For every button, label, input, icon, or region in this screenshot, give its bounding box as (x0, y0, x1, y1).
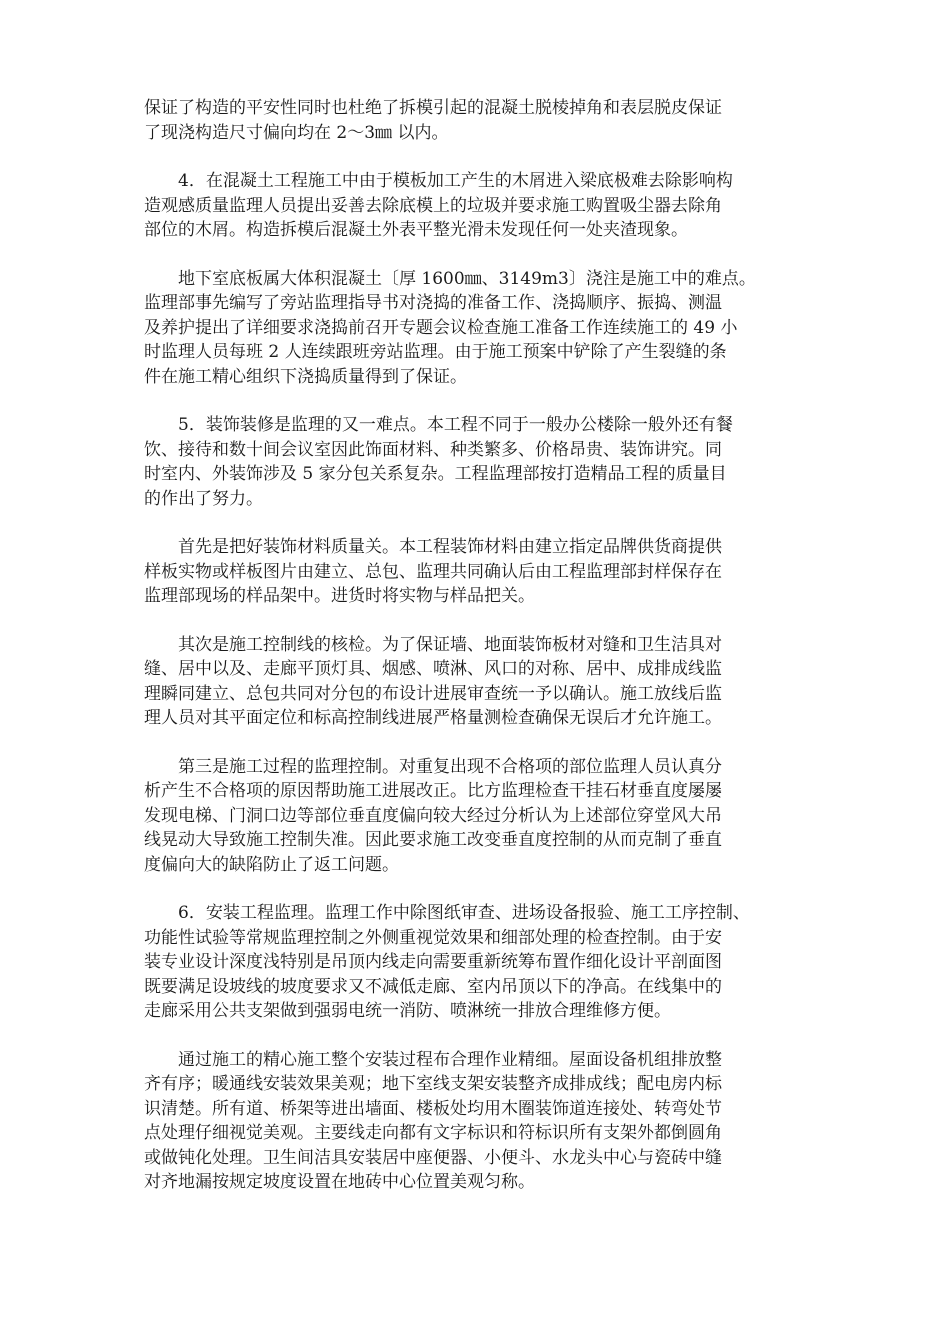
text-line: 监理部现场的样品架中。进货时将实物与样品把关。 (144, 586, 535, 606)
text-line: 或做钝化处理。卫生间洁具安装居中座便器、小便斗、水龙头中心与瓷砖中缝 (144, 1147, 722, 1168)
text-line: 走廊采用公共支架做到强弱电统一消防、喷淋统一排放合理维修方便。 (144, 1001, 671, 1021)
text-line: 其次是施工控制线的核检。为了保证墙、地面装饰板材对缝和卫生洁具对 (178, 634, 722, 655)
text-line: 齐有序；暖通线安装效果美观；地下室线支架安装整齐成排成线；配电房内标 (144, 1074, 722, 1094)
text-line: 了现浇构造尺寸偏向均在 2～3㎜ 以内。 (144, 122, 449, 143)
text-line: 5．装饰装修是监理的又一难点。本工程不同于一般办公楼除一般外还有餐 (178, 415, 733, 435)
text-line: 既要满足设坡线的坡度要求又不减低走廊、室内吊顶以下的净高。在线集中的 (144, 976, 722, 997)
text-line: 线晃动大导致施工控制失准。因此要求施工改变垂直度控制的从而克制了垂直 (144, 830, 722, 850)
paragraph-6 (144, 633, 824, 731)
text-line: 造观感质量监理人员提出妥善去除底模上的垃圾并要求施工购置吸尘器去除角 (144, 195, 722, 216)
paragraph-3 (144, 267, 824, 390)
text-line: 件在施工精心组织下浇捣质量得到了保证。 (144, 366, 467, 387)
text-line: 部位的木屑。构造拆模后混凝土外表平整光滑未发现任何一处夹渣现象。 (144, 220, 688, 240)
text-line: 装专业设计深度浅特别是吊顶内线走向需要重新统筹布置作细化设计平剖面图 (144, 952, 722, 972)
text-line: 理人员对其平面定位和标高控制线进展严格量测检查确保无误后才允许施工。 (144, 708, 722, 728)
document-body (144, 96, 824, 1219)
text-line: 4．在混凝土工程施工中由于模板加工产生的木屑进入梁底极难去除影响构 (178, 171, 733, 191)
text-line: 监理部事先编写了旁站监理指导书对浇捣的准备工作、浇捣顺序、振捣、测温 (144, 293, 722, 313)
text-line: 析产生不合格项的原因帮助施工进展改正。比方监理检查干挂石材垂直度屡屡 (144, 781, 722, 801)
text-line: 度偏向大的缺陷防止了返工问题。 (144, 854, 399, 875)
paragraph-9 (144, 1048, 824, 1195)
paragraph-4 (144, 413, 824, 511)
text-line: 地下室底板属大体积混凝土〔厚 1600㎜、3149m3〕浇注是施工中的难点。 (178, 268, 756, 289)
text-line: 时室内、外装饰涉及 5 家分包关系复杂。工程监理部按打造精品工程的质量目 (144, 464, 727, 484)
text-line: 功能性试验等常规监理控制之外侧重视觉效果和细部处理的检查控制。由于安 (144, 927, 722, 948)
text-line: 点处理仔细视觉美观。主要线走向都有文字标识和符标识所有支架外都倒圆角 (144, 1123, 722, 1143)
text-line: 样板实物或样板图片由建立、总包、监理共同确认后由工程监理部封样保存在 (144, 561, 722, 582)
text-line: 时监理人员每班 2 人连续跟班旁站监理。由于施工预案中铲除了产生裂缝的条 (144, 342, 727, 362)
text-line: 缝、居中以及、走廊平顶灯具、烟感、喷淋、风口的对称、居中、成排成线监 (144, 659, 722, 679)
text-line: 通过施工的精心施工整个安装过程布合理作业精细。屋面设备机组排放整 (178, 1049, 722, 1070)
text-line: 及养护提出了详细要求浇捣前召开专题会议检查施工准备工作连续施工的 49 小 (144, 317, 738, 338)
text-line: 饮、接待和数十间会议室因此饰面材料、种类繁多、价格昂贵、装饰讲究。同 (144, 439, 722, 460)
text-line: 第三是施工过程的监理控制。对重复出现不合格项的部位监理人员认真分 (178, 756, 722, 777)
text-line: 对齐地漏按规定坡度设置在地砖中心位置美观匀称。 (144, 1172, 535, 1192)
text-line: 保证了构造的平安性同时也杜绝了拆模引起的混凝土脱棱掉角和表层脱皮保证 (144, 98, 722, 118)
paragraph-5 (144, 535, 824, 609)
paragraph-2 (144, 169, 824, 243)
text-line: 理瞬同建立、总包共同对分包的布设计进展审查统一予以确认。施工放线后监 (144, 683, 722, 704)
paragraph-7 (144, 755, 824, 878)
text-line: 的作出了努力。 (144, 488, 263, 509)
text-line: 识清楚。所有道、桥架等进出墙面、楼板处均用木圈装饰道连接处、转弯处节 (144, 1098, 722, 1119)
text-line: 发现电梯、门洞口边等部位垂直度偏向较大经过分析认为上述部位穿堂风大吊 (144, 805, 722, 826)
paragraph-1 (144, 96, 824, 145)
paragraph-8 (144, 901, 824, 1024)
text-line: 首先是把好装饰材料质量关。本工程装饰材料由建立指定品牌供货商提供 (178, 537, 722, 557)
text-line: 6．安装工程监理。监理工作中除图纸审查、进场设备报验、施工工序控制、 (178, 903, 750, 923)
